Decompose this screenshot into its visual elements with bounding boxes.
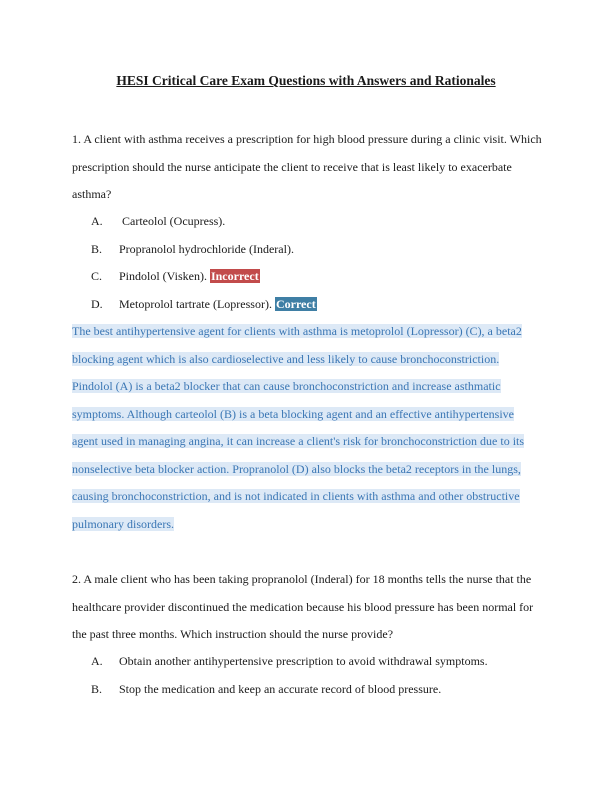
question-2-option-a (91, 648, 551, 676)
option-text: Pindolol (Visken). (119, 269, 207, 283)
option-text: Metoprolol tartrate (Lopressor). (119, 296, 272, 311)
option-text: Propranolol hydrochloride (Inderal). (119, 241, 294, 256)
question-1-option-b (91, 236, 551, 264)
question-2-options (91, 648, 551, 703)
question-1-options (91, 208, 551, 318)
option-text: Obtain another antihypertensive prescription to avoid withdrawal symptoms. (119, 654, 488, 668)
incorrect-badge: Incorrect (210, 269, 259, 283)
option-label: D. (91, 296, 103, 311)
option-text: Carteolol (Ocupress). (119, 214, 226, 228)
option-label: B. (91, 241, 103, 256)
question-2-stem: 2. A male client who has been taking propranolol (Inderal) for 18 months tells the nurse that the healthcare provider discontinued the medication because his blood pressure has been normal for the past three months. Which instruction should the nurse provide? (72, 572, 534, 641)
rationale-text: The best antihypertensive agent for clients with asthma is metoprolol (Lopressor) (C), a beta2 blocking agent which is also cardioselective and less likely to cause bronchoconstriction. Pindolol (A) is a beta2 blocker that can cause bronchoconstriction and increase asthmatic symptoms. Although carteolol (B) is a beta blocking agent and an effective antihypertensive agent used in managing angina, it can increase a client's risk for bronchoconstriction due to its nonselective beta blocker action. Propranolol (D) also blocks the beta2 receptors in the lungs, causing bronchoconstriction, and is not indicated in clients with asthma and other obstructive pulmonary disorders. (72, 324, 525, 531)
question-2-option-b (91, 676, 551, 704)
question-1-option-a (91, 208, 551, 236)
question-1-stem: 1. A client with asthma receives a prescription for high blood pressure during a clinic visit. Which prescription should the nurse anticipate the client to receive that is least likely to exacerbate asthma? (72, 132, 542, 201)
question-1-rationale (72, 318, 542, 538)
correct-badge: Correct (275, 296, 316, 311)
option-text: Stop the medication and keep an accurate record of blood pressure. (119, 681, 442, 696)
question-1-option-d (91, 291, 551, 319)
option-label: A. (91, 654, 103, 668)
option-label: A. (91, 214, 103, 228)
option-label: C. (91, 269, 103, 283)
option-label: B. (91, 681, 103, 696)
document-title: HESI Critical Care Exam Questions with Answers and Rationales (116, 73, 496, 88)
question-1-option-c (91, 263, 551, 291)
